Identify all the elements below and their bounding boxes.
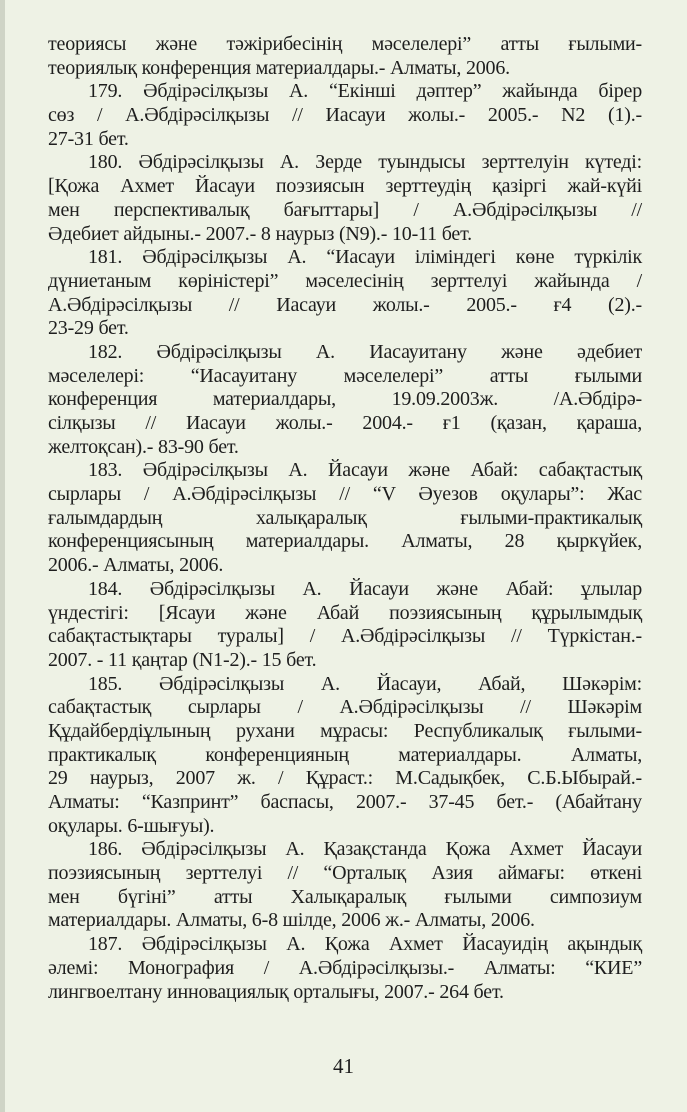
bibliography-entry-181 [48,246,642,341]
entry-line: 23-29 бет. [48,317,129,340]
entry-line: 182. Әбдірәсілқызы А. Иасауитану және әдебиет [88,340,642,363]
entry-line: 2006.- Алматы, 2006. [48,554,224,577]
entry-line: 185. Әбдірәсілқызы А. Йасауи, Абай, Шәкәрім: [88,672,642,695]
entry-line: 184. Әбдірәсілқызы А. Йасауи және Абай: ұлылар [88,577,642,600]
entry-line: сабақтастық сырлары / А.Әбдірәсілқызы // Шәкәрім [48,696,642,719]
entry-line: теориясы және тәжірибесінің мәселелері” атты ғылыми- [48,33,642,55]
entry-line: поэзиясының зерттелуі // “Орталық Азия аймағы: өткені [48,862,642,885]
entry-line: 29 наурыз, 2007 ж. / Құраст.: М.Садықбек, С.Б.Ыбырай.- [48,767,642,790]
entry-line: 181. Әбдірәсілқызы А. “Иасауи іліміндегі көне түркілік [88,246,642,269]
entry-line: 2007. - 11 қаңтар (N1-2).- 15 бет. [48,648,317,671]
bibliography-entry-179 [48,80,642,151]
entry-line: дүниетаным көріністері” мәселесінің зерттелуі жайында / [48,269,642,292]
entry-line: сілқызы // Иасауи жолы.- 2004.- ғ1 (қазан, қараша, [48,412,642,434]
entry-line: теориялық конференция материалдары.- Алматы, 2006. [48,56,510,79]
entry-line: 187. Әбдірәсілқызы А. Қожа Ахмет Йасауидің ақындық [88,933,642,956]
entry-line: конференция материалдары, 19.09.2003ж. /А.Әбдірә- [48,388,642,411]
entry-line: ғалымдардың халықаралық ғылыми-практикалық [48,506,642,529]
bibliography-entry-185 [48,673,642,839]
bibliography-entry-184 [48,578,642,673]
scan-edge [0,0,5,1112]
entry-line: үндестігі: [Ясауи және Абай поэзиясының құрылымдық [48,601,642,624]
entry-line: А.Әбдірәсілқызы // Иасауи жолы.- 2005.- ғ4 (2).- [48,293,642,316]
bibliography-entry-183 [48,459,642,577]
entry-line: Құдайбердіұлының рухани мұрасы: Республикалық ғылыми- [48,719,642,742]
page-number: 41 [333,1054,354,1078]
bibliography-entry-187 [48,933,642,1004]
entry-line: мен перспективалық бағыттары] / А.Әбдірәсілқызы // [48,198,642,221]
entry-line: желтоқсан).- 83-90 бет. [48,435,239,458]
entry-line: сөз / А.Әбдірәсілқызы // Иасауи жолы.- 2005.- N2 (1).- [48,104,642,127]
entry-line: оқулары. 6-шығуы). [48,814,215,837]
bibliography-entry-186 [48,838,642,933]
bibliography-page [48,33,642,1004]
entry-line: мәселелері: “Иасауитану мәселелері” атты ғылыми [48,364,642,387]
entry-line: конференциясының материалдары. Алматы, 28 қыркүйек, [48,530,642,553]
entry-line: 186. Әбдірәсілқызы А. Қазақстанда Қожа Ахмет Йасауи [88,838,642,861]
entry-line: практикалық конференцияның материалдары. Алматы, [48,743,642,766]
entry-line: материалдары. Алматы, 6-8 шілде, 2006 ж.- Алматы, 2006. [48,909,535,932]
entry-line: лингвоелтану инновациялық орталығы, 2007.- 264 бет. [48,980,504,1003]
entry-line: мен бүгіні” атты Халықаралық ғылыми симпозиум [48,885,642,908]
bibliography-entry-180 [48,151,642,246]
entry-line: 179. Әбдірәсілқызы А. “Екінші дәптер” жайында бірер [88,80,642,103]
entry-line: 183. Әбдірәсілқызы А. Йасауи және Абай: сабақтастық [88,459,642,482]
entry-line: 27-31 бет. [48,127,129,150]
entry-line: Әдебиет айдыны.- 2007.- 8 наурыз (N9).- 10-11 бет. [48,222,472,245]
entry-line: [Қожа Ахмет Йасауи поэзиясын зерттеудің қазіргі жай-күйі [48,175,642,198]
bibliography-entry-182 [48,341,642,459]
entry-line: 180. Әбдірәсілқызы А. Зерде туындысы зерттелуін күтеді: [88,151,642,174]
entry-line: әлемі: Монография / А.Әбдірәсілқызы.- Алматы: “КИЕ” [48,956,642,979]
entry-line: Алматы: “Казпринт” баспасы, 2007.- 37-45 бет.- (Абайтану [48,791,642,813]
bibliography-entry-continuation [48,33,642,80]
entry-line: сабақтастықтары туралы] / А.Әбдірәсілқызы // Түркістан.- [48,625,642,648]
entry-line: сырлары / А.Әбдірәсілқызы // “V Әуезов оқулары”: Жас [48,483,642,506]
